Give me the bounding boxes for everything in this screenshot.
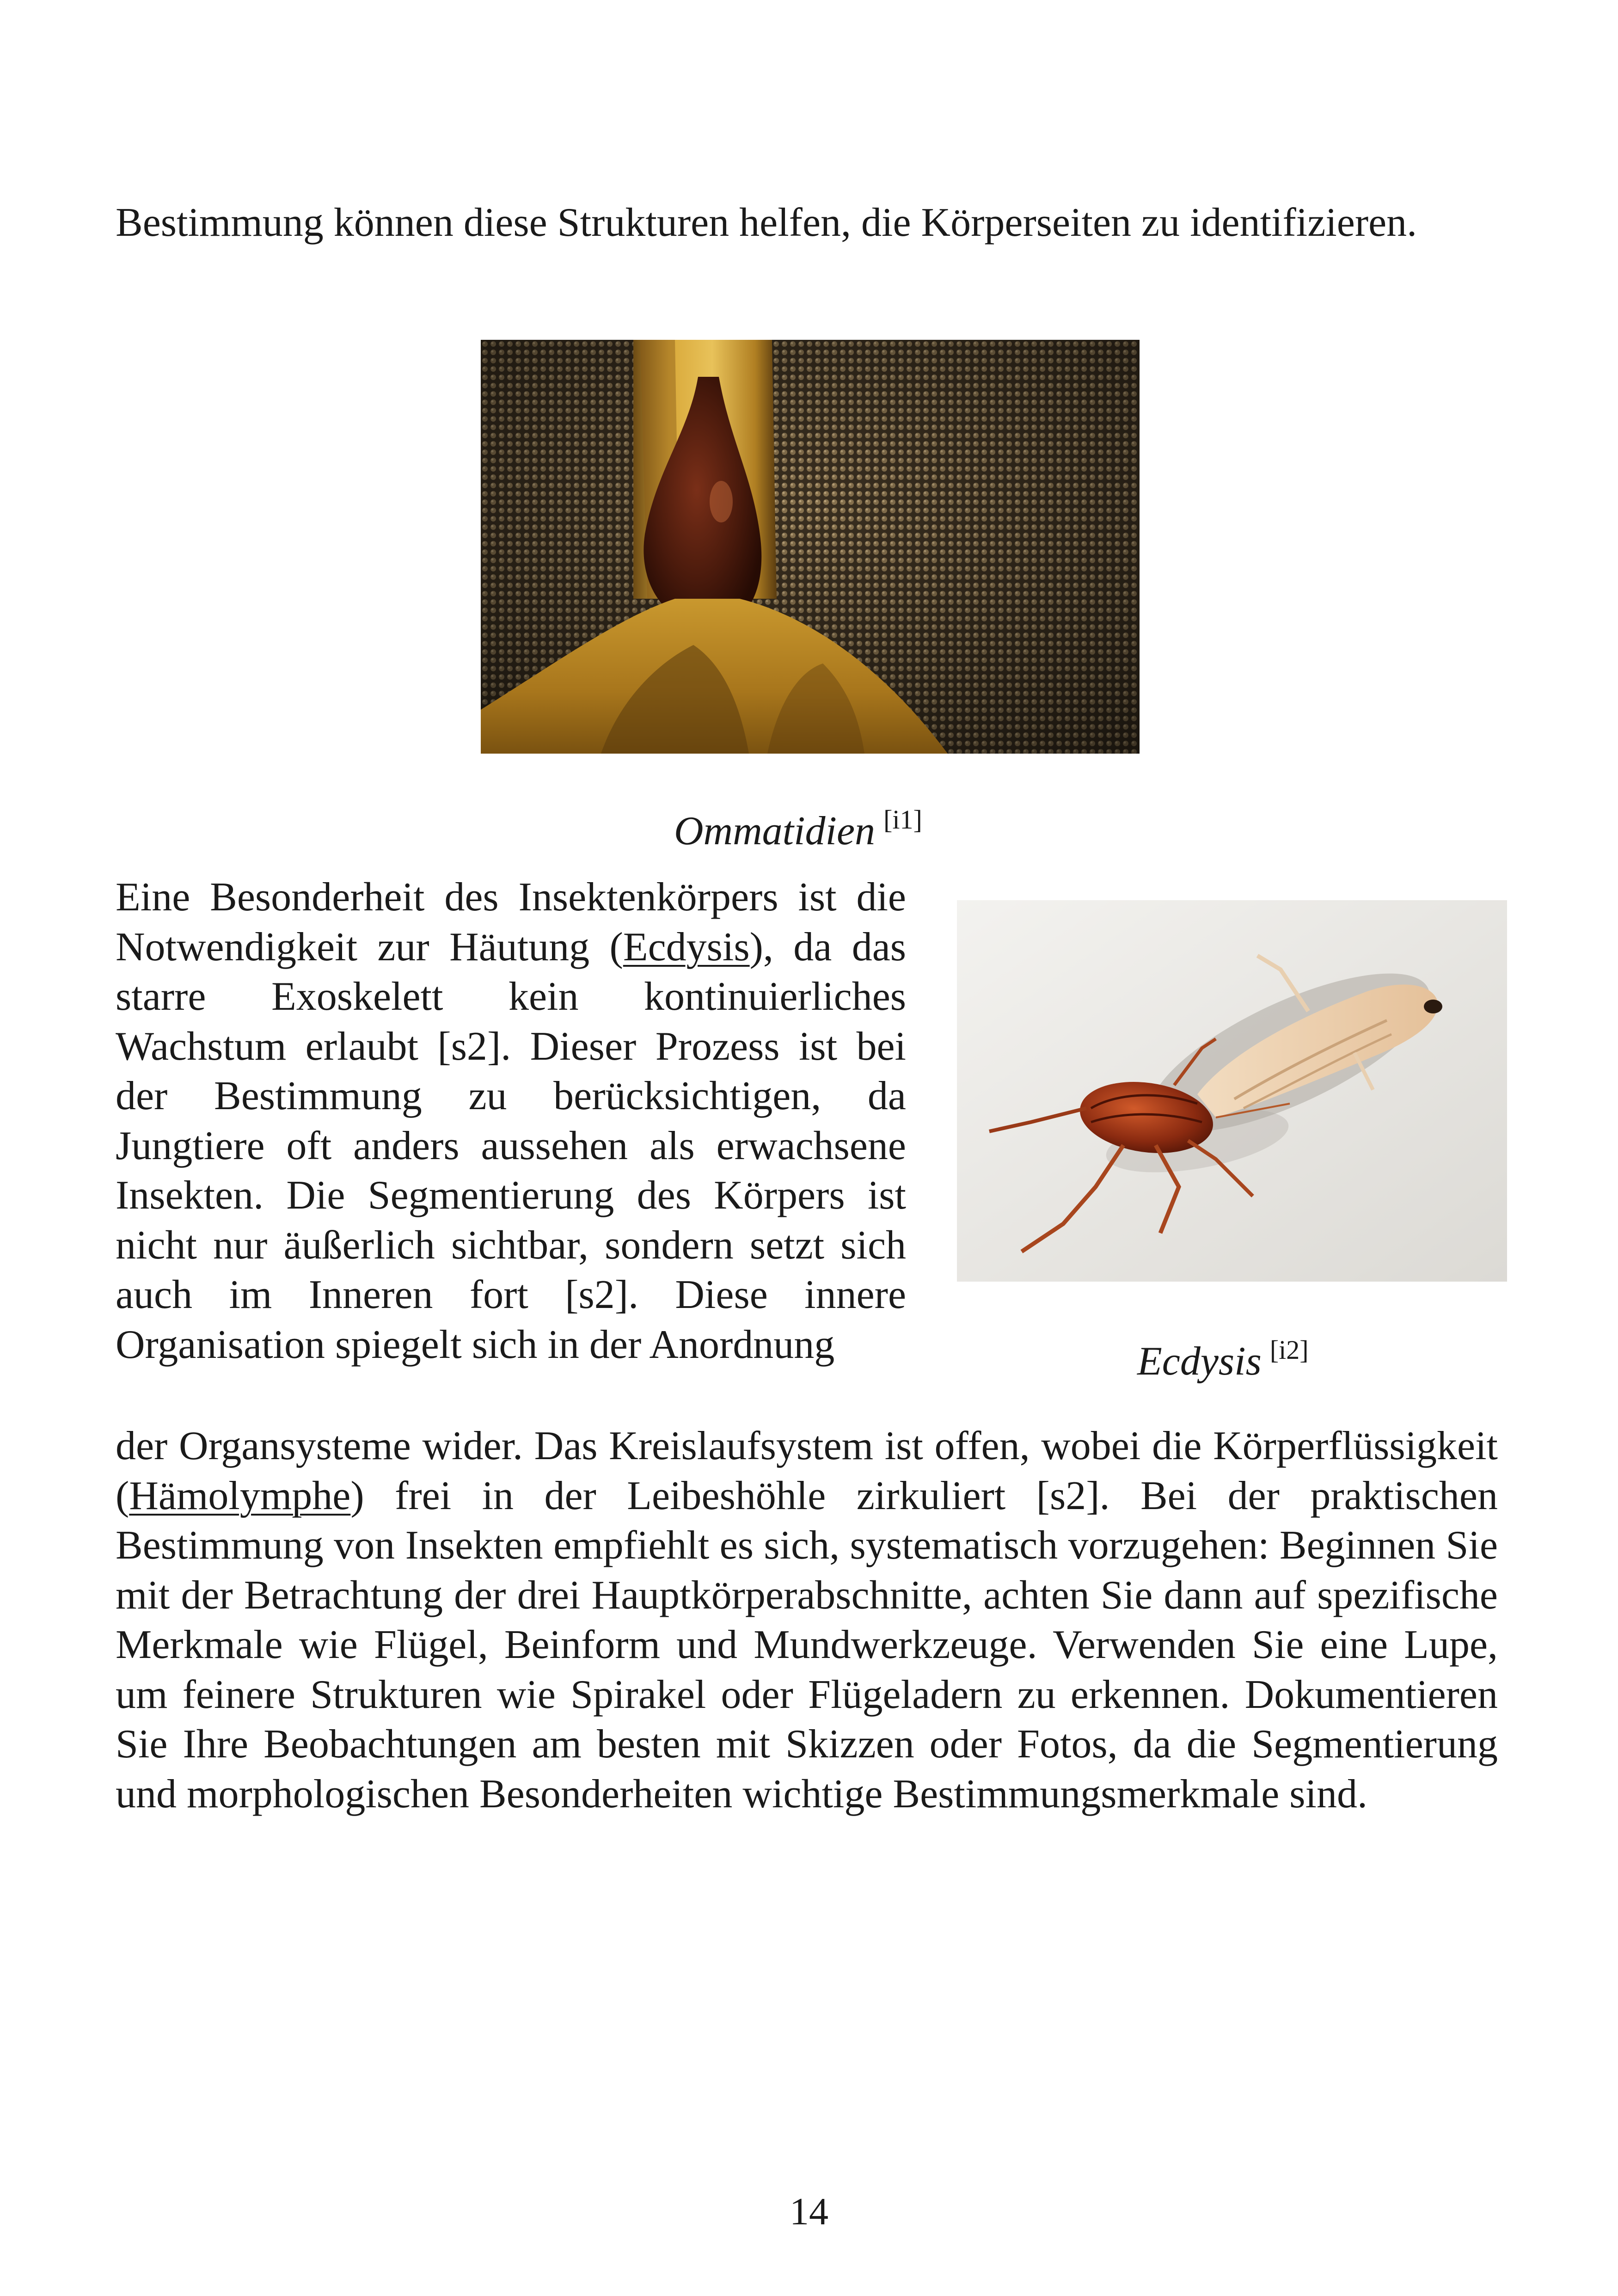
link-haemolymphe[interactable]: Hämolymphe (129, 1473, 351, 1518)
paragraph-top: Bestimmung können diese Strukturen helfen, die Körperseiten zu identifizieren. (116, 200, 1417, 245)
paragraph-text: ), da das starre Exoskelett kein kontinuierliches Wachstum erlaubt [s2]. Dieser Prozess ist bei der Bestimmung zu berücksichtigen, da Jungtiere oft anders aussehen als erwachsene Insekten. Die Segmentierung des Körpers ist nicht nur äußerlich sichtbar, sondern setzt sich auch im Inneren fort [s2]. Diese innere Organisation spiegelt sich in der Anordnung (116, 924, 907, 1367)
figure-caption-ecdysis (1137, 1327, 1309, 1385)
paragraph-text: Eine Besonderheit des Insektenkörpers ist die Notwendigkeit zur Häutung ( (116, 875, 906, 970)
ecdysis-photo (957, 900, 1507, 1282)
image-reference: [i1] (883, 804, 922, 835)
paragraph-text: ) frei in der Leibeshöhle zirkuliert [s2]. Bei der praktischen Bestimmung von Insekten empfiehlt es sich, systematisch vorzugehen: Beginnen Sie mit der Betrachtung der drei Hauptkörperabschnitte, achten Sie dann auf spezifische Merkmale wie Flügel, Beinform und Mundwerkzeuge. Verwenden Sie eine Lupe, um feinere Strukturen wie Spirakel oder Flügeladern zu erkennen. Dokumentieren Sie Ihre Beobachtungen am besten mit Skizzen oder Fotos, da die Segmentierung und morphologischen Besonderheiten wichtige Bestimmungsmerkmale sind. (116, 1473, 1498, 1817)
paragraph-text: der Organsysteme wider. Das Kreislaufsystem ist offen, wobei die Körperflüssigkeit ( (116, 1424, 1498, 1518)
caption-text: Ecdysis (1137, 1339, 1262, 1384)
figure-caption-ommatidien (674, 797, 922, 854)
paragraph-bottom (116, 1421, 1498, 1819)
caption-text: Ommatidien (674, 809, 876, 853)
link-ecdysis[interactable]: Ecdysis (623, 924, 750, 970)
paragraph-wrapped (116, 872, 906, 1369)
image-reference: [i2] (1269, 1335, 1309, 1365)
page-number: 14 (790, 2190, 828, 2233)
ommatidien-photo (481, 340, 1140, 754)
